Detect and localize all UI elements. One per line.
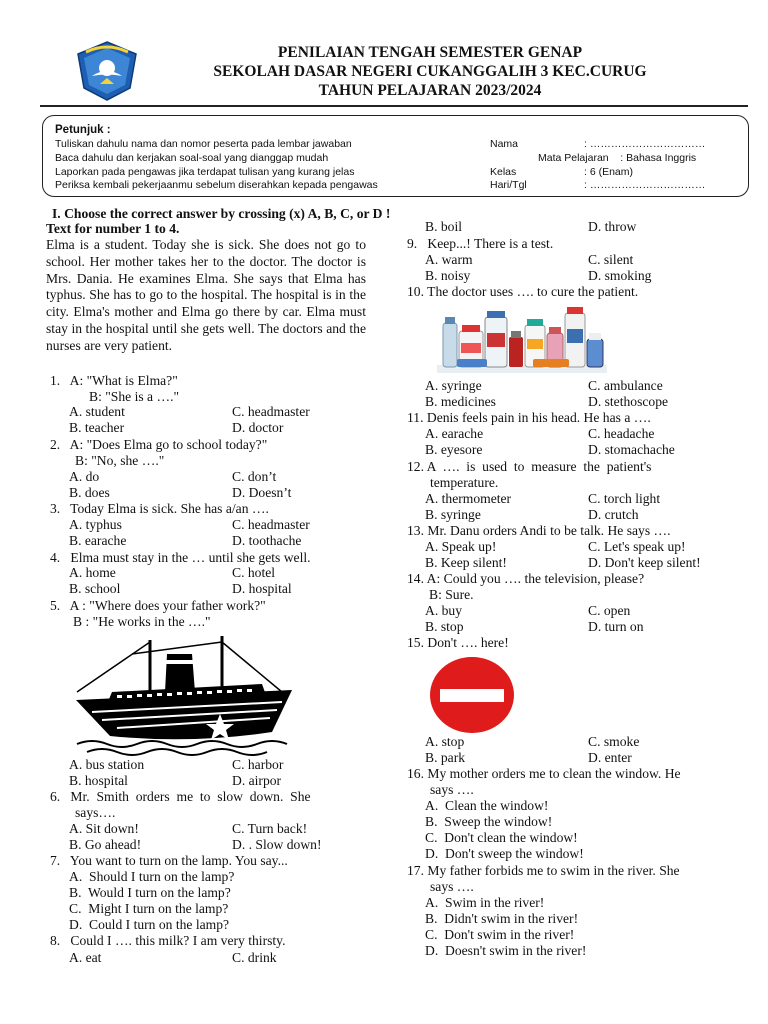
no-entry-sign-icon <box>428 655 516 735</box>
question-13: 13. Mr. Danu orders Andi to be talk. He says …. <box>407 523 671 538</box>
option[interactable]: B. earache <box>69 533 127 548</box>
option[interactable]: A. home <box>69 565 116 580</box>
hari-field[interactable]: : …………………………… <box>584 179 706 191</box>
kelas-label: Kelas <box>490 166 517 178</box>
option[interactable]: D. toothache <box>232 533 302 548</box>
mata-pelajaran: Mata Pelajaran : Bahasa Inggris <box>538 152 697 164</box>
option[interactable]: B. noisy <box>425 268 471 283</box>
option[interactable]: B. school <box>69 581 121 596</box>
option[interactable]: C. silent <box>588 252 634 267</box>
option[interactable]: B. boil <box>425 219 463 234</box>
question-2-line2: B: "No, she …." <box>75 453 165 468</box>
option[interactable]: A. eat <box>69 950 102 965</box>
option[interactable]: D. doctor <box>232 420 284 435</box>
option[interactable]: A. Sit down! <box>69 821 139 836</box>
question-17: 17. My father forbids me to swim in the river. She <box>407 863 680 878</box>
option[interactable]: B. medicines <box>425 394 496 409</box>
header-line-3: TAHUN PELAJARAN 2023/2024 <box>318 82 542 99</box>
ship-illustration <box>72 632 297 757</box>
question-6-line2: says…. <box>75 805 116 820</box>
option[interactable]: D. smoking <box>588 268 652 283</box>
medicines-illustration <box>437 303 607 375</box>
option[interactable]: B. Didn't swim in the river! <box>425 911 579 926</box>
option[interactable]: C. Don't clean the window! <box>425 830 578 845</box>
option[interactable]: D. turn on <box>588 619 644 634</box>
question-12: 12. A …. is used to measure the patient's <box>407 459 652 474</box>
option[interactable]: A. bus station <box>69 757 145 772</box>
instruction-line: Baca dahulu dan kerjakan soal-soal yang dianggap mudah <box>55 152 329 164</box>
question-6: 6. Mr. Smith orders me to slow down. She <box>50 789 311 804</box>
option[interactable]: A. Should I turn on the lamp? <box>69 869 235 884</box>
option[interactable]: D. Doesn’t <box>232 485 292 500</box>
option[interactable]: A. syringe <box>425 378 482 393</box>
option[interactable]: C. headache <box>588 426 655 441</box>
option[interactable]: B. park <box>425 750 466 765</box>
option[interactable]: D. enter <box>588 750 632 765</box>
option[interactable]: C. open <box>588 603 631 618</box>
header-line-1: PENILAIAN TENGAH SEMESTER GENAP <box>277 44 583 61</box>
nama-label: Nama <box>490 138 519 150</box>
option[interactable]: A. earache <box>425 426 484 441</box>
option[interactable]: A. typhus <box>69 517 122 532</box>
option[interactable]: B. Would I turn on the lamp? <box>69 885 231 900</box>
option[interactable]: A. buy <box>425 603 463 618</box>
question-10: 10. The doctor uses …. to cure the patient. <box>407 284 639 299</box>
option[interactable]: B. Go ahead! <box>69 837 142 852</box>
option[interactable]: B. teacher <box>69 420 125 435</box>
question-4: 4. Elma must stay in the … until she gets well. <box>50 550 311 565</box>
option[interactable]: B. syringe <box>425 507 481 522</box>
question-17-line2: says …. <box>430 879 474 894</box>
question-14-line2: B: Sure. <box>429 587 474 602</box>
question-16-line2: says …. <box>430 782 474 797</box>
instruction-line: Tuliskan dahulu nama dan nomor peserta pada lembar jawaban <box>55 138 352 150</box>
option[interactable]: A. Swim in the river! <box>425 895 545 910</box>
option[interactable]: A. stop <box>425 734 465 749</box>
question-1: 1. A: "What is Elma?" <box>50 373 178 388</box>
option[interactable]: C. Don't swim in the river! <box>425 927 575 942</box>
option[interactable]: D. Could I turn on the lamp? <box>69 917 230 932</box>
section-title: I. Choose the correct answer by crossing (x) A, B, C, or D ! <box>52 206 391 221</box>
option[interactable]: C. hotel <box>232 565 276 580</box>
option[interactable]: B. stop <box>425 619 464 634</box>
question-14: 14. A: Could you …. the television, please? <box>407 571 645 586</box>
question-12-line2: temperature. <box>430 475 499 490</box>
nama-field[interactable]: : …………………………… <box>584 138 706 150</box>
option[interactable]: C. don’t <box>232 469 277 484</box>
header-rule <box>40 105 748 107</box>
question-11: 11. Denis feels pain in his head. He has a …. <box>407 410 651 425</box>
option[interactable]: C. torch light <box>588 491 661 506</box>
instruction-line: Periksa kembali pekerjaanmu sebelum diserahkan kepada pengawas <box>55 179 378 191</box>
option[interactable]: D. crutch <box>588 507 639 522</box>
question-15: 15. Don't …. here! <box>407 635 509 650</box>
option[interactable]: D. Don't keep silent! <box>588 555 701 570</box>
question-3: 3. Today Elma is sick. She has a/an …. <box>50 501 269 516</box>
option[interactable]: B. eyesore <box>425 442 483 457</box>
option[interactable]: C. smoke <box>588 734 640 749</box>
option[interactable]: D. hospital <box>232 581 292 596</box>
option[interactable]: D. airpor <box>232 773 282 788</box>
text-title: Text for number 1 to 4. <box>46 221 180 236</box>
option[interactable]: D. stethoscope <box>588 394 669 409</box>
school-logo <box>72 40 142 102</box>
option[interactable]: D. Don't sweep the window! <box>425 846 584 861</box>
question-9: 9. Keep...! There is a test. <box>407 236 554 251</box>
option[interactable]: C. headmaster <box>232 517 310 532</box>
option[interactable]: C. harbor <box>232 757 284 772</box>
instruction-line: Laporkan pada pengawas jika terdapat tulisan yang kurang jelas <box>55 166 355 178</box>
option[interactable]: C. Might I turn on the lamp? <box>69 901 229 916</box>
question-8: 8. Could I …. this milk? I am very thirsty. <box>50 933 286 948</box>
question-1-line2: B: "She is a …." <box>89 389 180 404</box>
option[interactable]: A. Clean the window! <box>425 798 549 813</box>
instructions-title: Petunjuk : <box>55 124 111 136</box>
option[interactable]: A. student <box>69 404 125 419</box>
option[interactable]: A. warm <box>425 252 473 267</box>
question-5-line2: B : "He works in the …." <box>73 614 211 629</box>
option[interactable]: C. drink <box>232 950 277 965</box>
option[interactable]: C. ambulance <box>588 378 663 393</box>
option[interactable]: A. Speak up! <box>425 539 497 554</box>
option[interactable]: D. stomachache <box>588 442 675 457</box>
option[interactable]: D. . Slow down! <box>232 837 322 852</box>
option[interactable]: A. thermometer <box>425 491 512 506</box>
option[interactable]: D. throw <box>588 219 637 234</box>
header-line-2: SEKOLAH DASAR NEGERI CUKANGGALIH 3 KEC.CURUG <box>213 63 647 80</box>
option[interactable]: A. do <box>69 469 100 484</box>
hari-label: Hari/Tgl <box>490 179 527 191</box>
option[interactable]: C. Turn back! <box>232 821 308 836</box>
option[interactable]: C. Let's speak up! <box>588 539 686 554</box>
question-7: 7. You want to turn on the lamp. You say... <box>50 853 288 868</box>
reading-passage: Elma is a student. Today she is sick. She does not go to school. Her mother takes her to the doctor. The doctor is Mrs. Dania. He examines Elma. She says that Elma has typhus. She has to go to the hospital. The hospital is in the city. Elma's mother and Elma go there by car. Elma must stay in the hospital until she gets well. The doctors and the nurses are very patient. <box>46 237 366 353</box>
question-2: 2. A: "Does Elma go to school today?" <box>50 437 268 452</box>
question-5: 5. A : "Where does your father work?" <box>50 598 266 613</box>
option[interactable]: C. headmaster <box>232 404 310 419</box>
option[interactable]: B. does <box>69 485 110 500</box>
option[interactable]: D. Doesn't swim in the river! <box>425 943 587 958</box>
option[interactable]: B. Keep silent! <box>425 555 507 570</box>
question-16: 16. My mother orders me to clean the window. He <box>407 766 681 781</box>
option[interactable]: B. Sweep the window! <box>425 814 553 829</box>
option[interactable]: B. hospital <box>69 773 128 788</box>
kelas-value: : 6 (Enam) <box>584 166 634 178</box>
